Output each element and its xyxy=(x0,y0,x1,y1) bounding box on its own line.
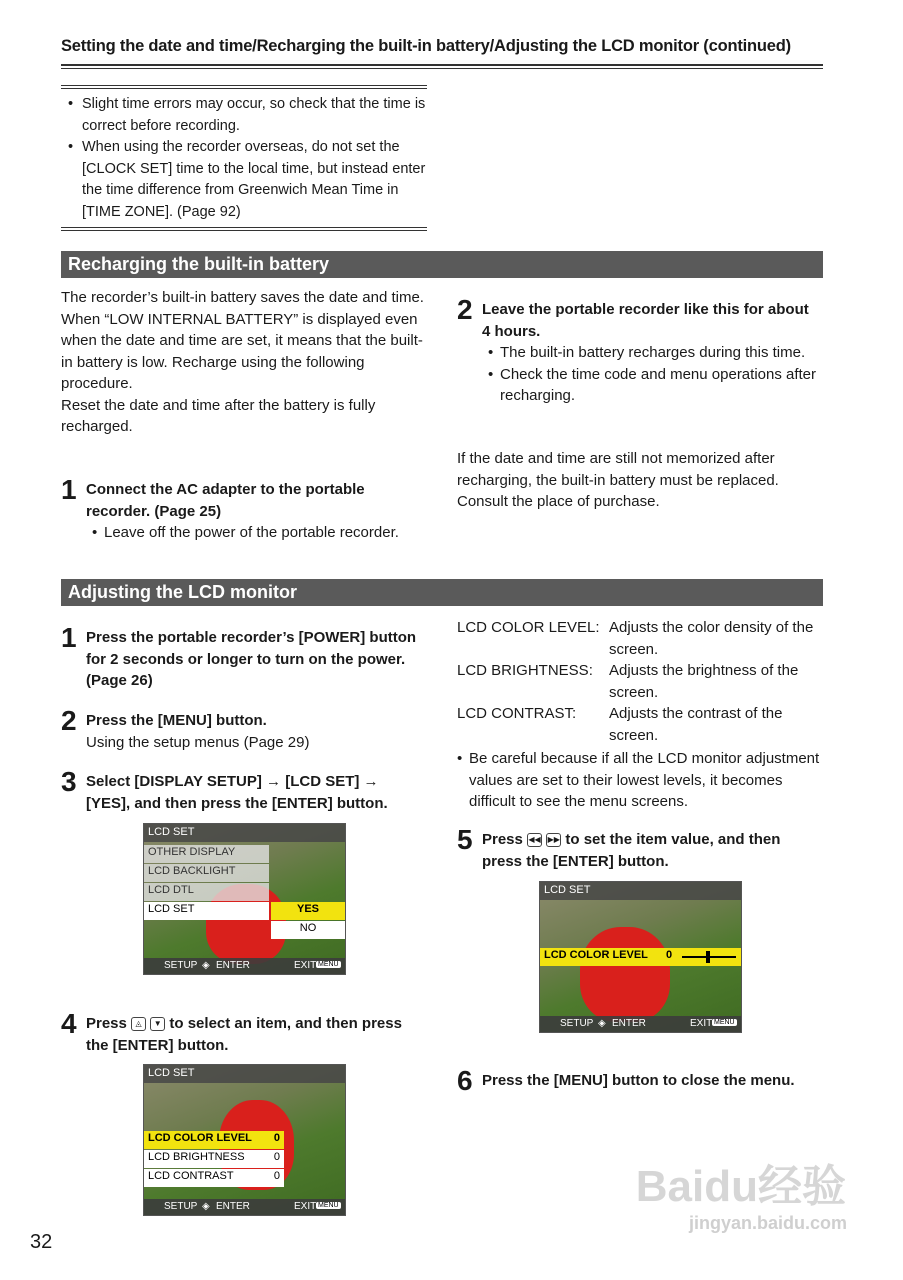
lcd-footer: SETUP ◈ ENTER EXIT MENU xyxy=(144,1199,345,1215)
fast-forward-key-icon: ▶▶ xyxy=(546,833,561,847)
header-rule-thin xyxy=(61,68,823,69)
lcd-step-5: 5 Press ◀◀ ▶▶ to set the item value, and then press the [ENTER] button. xyxy=(457,824,781,870)
lcd-step-6: 6 Press the [MENU] button to close the menu. xyxy=(457,1065,795,1096)
lcd-step-3: 3 Select [DISPLAY SETUP] → [LCD SET] → [YES], and then press the [ENTER] button. xyxy=(61,766,388,812)
def-row: LCD CONTRAST: Adjusts the contrast of the screen. xyxy=(457,705,783,744)
watermark-url: jingyan.baidu.com xyxy=(688,1213,847,1233)
note-item: • Slight time errors may occur, so check that the time is correct before recording. xyxy=(68,96,426,134)
lcd-step-1: 1 Press the portable recorder’s [POWER] button for 2 seconds or longer to turn on the power. (Page 26) xyxy=(61,622,417,689)
lcd-screen-items: LCD SET LCD COLOR LEVEL 0 LCD BRIGHTNESS 0 LCD CONTRAST 0 SETUP ◈ ENTER EXIT MENU xyxy=(143,1064,346,1216)
joystick-icon: ◈ xyxy=(202,960,210,971)
joystick-icon: ◈ xyxy=(598,1018,606,1029)
note-rule-bottom2 xyxy=(61,230,427,231)
note-rule-top xyxy=(61,85,427,86)
battery-step-1: 1 Connect the AC adapter to the portable recorder. (Page 25) • Leave off the power of the portable recorder. xyxy=(61,474,399,541)
page-header: Setting the date and time/Recharging the built-in battery/Adjusting the LCD monitor (continued) xyxy=(61,37,791,55)
battery-closing: If the date and time are still not memorized after recharging, the built-in battery must be replaced. Consult the place of purchase. xyxy=(457,450,779,510)
section-heading-battery: Recharging the built-in battery xyxy=(61,251,823,278)
battery-step-2: 2 Leave the portable recorder like this for about 4 hours. • The built-in battery recharges during this time. • Check the time code and menu operations after recharging. xyxy=(457,294,817,404)
battery-intro: The recorder’s built-in battery saves the date and time. When “LOW INTERNAL BATTERY” is displayed even when the date and time are set, it means that the built-in battery is low. Recharge using the following procedure. Reset the date and time after the battery is fully recharged. xyxy=(61,289,424,435)
def-row: LCD COLOR LEVEL: Adjusts the color density of the screen. xyxy=(457,619,814,658)
note-rule-bottom xyxy=(61,227,427,228)
note-rule-top2 xyxy=(61,88,427,89)
page-number: 32 xyxy=(30,1231,53,1253)
up-key-icon: ◬ xyxy=(131,1017,146,1031)
header-rule xyxy=(61,64,823,66)
section-heading-lcd: Adjusting the LCD monitor xyxy=(61,579,823,606)
rewind-key-icon: ◀◀ xyxy=(527,833,542,847)
lcd-definitions xyxy=(457,617,822,813)
notes-box xyxy=(68,94,428,223)
watermark-logo: Baidu经验 xyxy=(635,1162,846,1211)
def-row: LCD BRIGHTNESS: Adjusts the brightness of the screen. xyxy=(457,662,799,701)
lcd-footer: SETUP ◈ ENTER EXIT MENU xyxy=(144,958,345,974)
caution-note: • Be careful because if all the LCD monitor adjustment values are set to their lowest levels, it becomes difficult to see the menu screens. xyxy=(457,750,820,810)
lcd-step-2: 2 Press the [MENU] button. Using the setup menus (Page 29) xyxy=(61,705,310,751)
flower-image xyxy=(580,927,670,1022)
level-slider-thumb[interactable] xyxy=(706,951,710,963)
lcd-step-4: 4 Press ◬ ▼ to select an item, and then press the [ENTER] button. xyxy=(61,1008,402,1054)
note-item: • When using the recorder overseas, do not set the [CLOCK SET] time to the local time, but instead enter the time difference from Greenwich Mean Time in [TIME ZONE]. (Page 92) xyxy=(68,139,426,220)
lcd-screen-level: LCD SET LCD COLOR LEVEL 0 SETUP ◈ ENTER EXIT MENU xyxy=(539,881,742,1033)
joystick-icon: ◈ xyxy=(202,1201,210,1212)
lcd-footer: SETUP ◈ ENTER EXIT MENU xyxy=(540,1016,741,1032)
lcd-screen-menu: LCD SET OTHER DISPLAY LCD BACKLIGHT LCD DTL LCD SET YES NO SETUP ◈ ENTER EXIT MENU xyxy=(143,823,346,975)
down-key-icon: ▼ xyxy=(150,1017,165,1031)
